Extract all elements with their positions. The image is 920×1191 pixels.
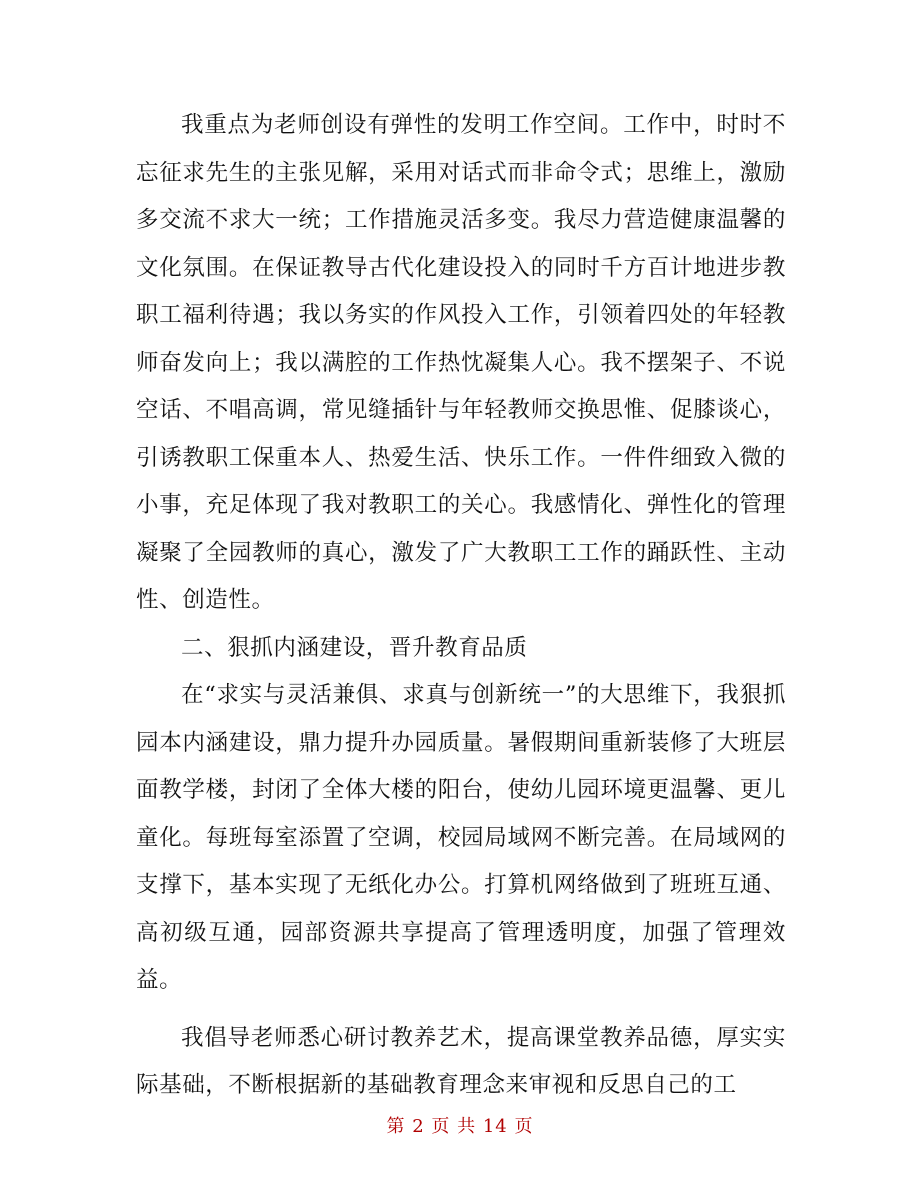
section-heading-connotation: 二、狠抓内涵建设，晋升教育品质 [181, 634, 528, 661]
paragraph-teaching-research: 我倡导老师悉心研讨教养艺术，提高课堂教养品德，厚实实际基础，不断根据新的基础教育理念来审视和反思自己的工 [136, 1024, 786, 1098]
paragraph-connotation-construction: 在“求实与灵活兼俱、求真与创新统一”的大思维下，我狠抓园本内涵建设，鼎力提升办园质量。暑假期间重新装修了大班层面教学楼，封闭了全体大楼的阳台，使幼儿园环境更温馨、更儿童化。每班每室添置了空调，校园局域网不断完善。在局域网的支撑下，基本实现了无纸化办公。打算机网络做到了班班互通、高初级互通，园部资源共享提高了管理透明度，加强了管理效益。 [136, 682, 786, 993]
document-body [136, 102, 786, 1110]
page-number-footer: 第 2 页 共 14 页 [386, 1116, 534, 1137]
paragraph-management-culture: 我重点为老师创设有弹性的发明工作空间。工作中，时时不忘征求先生的主张见解，采用对话式而非命令式；思维上，激励多交流不求大一统；工作措施灵活多变。我尽力营造健康温馨的文化氛围。在保证教导古代化建设投入的同时千方百计地进步教职工福利待遇；我以务实的作风投入工作，引领着四处的年轻教师奋发向上；我以满腔的工作热忱凝集人心。我不摆架子、不说空话、不唱高调，常见缝插针与年轻教师交换思惟、促膝谈心，引诱教职工保重本人、热爱生活、快乐工作。一件件细致入微的小事，充足体现了我对教职工的关心。我感情化、弹性化的管理凝聚了全园教师的真心，激发了广大教职工工作的踊跃性、主动性、创造性。 [136, 112, 786, 613]
